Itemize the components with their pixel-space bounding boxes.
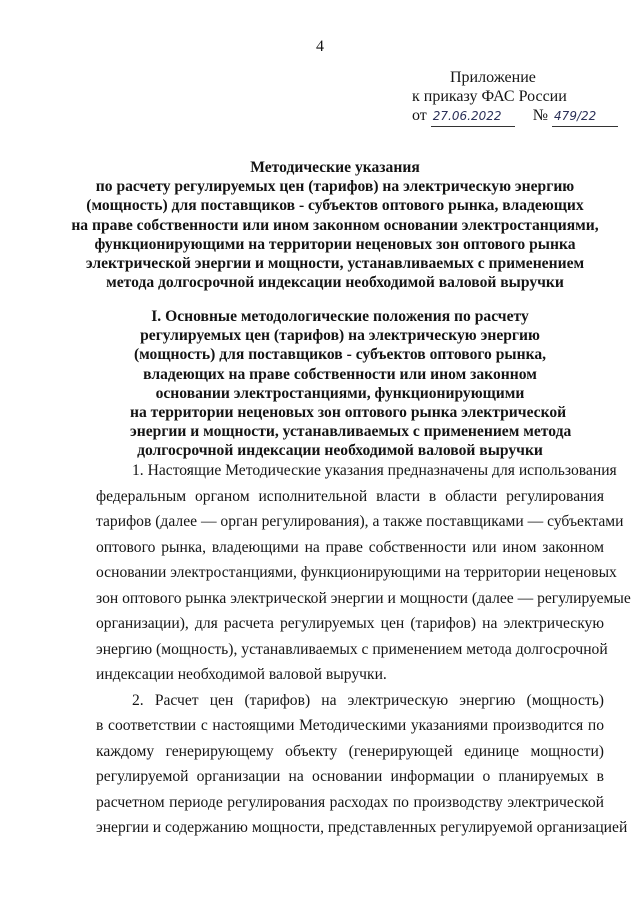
title-line: функционирующими на территории неценовых зон оптового рынка [94,235,576,253]
section-line: основании электростанциями, функционирующими [155,384,525,402]
section-heading [130,307,572,461]
section-line: I. Основные методологические положения по расчету [151,308,529,325]
paragraph-line: каждому генерирующему объекту (генерирующей единице мощности) [96,742,604,760]
title-line: по расчету регулируемых цен (тарифов) на электрическую энергию [95,178,575,196]
appendix-block [400,68,610,127]
appendix-label: Приложение [450,69,536,86]
appendix-order-ref: к приказу ФАС России [412,88,567,105]
title-line: (мощность) для поставщиков - субъектов оптового рынка, владеющих [86,197,584,215]
paragraph-line: федеральным органом исполнительной власти в области регулирования [96,487,604,505]
paragraph-line: регулируемой организации на основании информации о планируемых в [96,768,604,785]
paragraph-line: оптового рынка, владеющими на праве собственности или ином законном [96,538,604,556]
section-line: регулируемых цен (тарифов) на электрическую энергию [140,327,540,345]
paragraph-line: зон оптового рынка электрической энергии и мощности (далее — регулируемые [96,589,631,607]
paragraph-line: организации), для расчета регулируемых цен (тарифов) на электрическую [96,615,604,632]
paragraph-2 [96,688,628,841]
section-line: (мощность) для поставщиков - субъектов оптового рынка, [133,346,547,364]
title-line: метода долгосрочной индексации необходимой валовой выручки [106,274,564,292]
section-line: долгосрочной индексации необходимой валовой выручки [137,442,543,460]
paragraph-line: энергию (мощность), устанавливаемых с применением метода долгосрочной [96,640,608,658]
paragraph-line: 2. Расчет цен (тарифов) на электрическую энергию (мощность) [132,691,604,709]
date-prefix: от [412,107,427,124]
handwritten-date: 27.06.2022 [431,107,515,127]
paragraph-line: 1. Настоящие Методические указания предназначены для использования [132,462,617,479]
section-line: на территории неценовых зон оптового рынка электрической [130,404,567,422]
document-body [96,458,631,841]
section-line: энергии и мощности, устанавливаемых с применением метода [130,423,572,441]
paragraph-line: основании электростанциями, функционирующими на территории неценовых [96,564,617,581]
page-number: 4 [316,38,324,55]
paragraph-line: расчетном периоде регулирования расходах по производству электрической [96,793,604,811]
paragraph-1 [96,458,631,688]
title-line: на праве собственности или ином законном основании электростанциями, [71,216,599,234]
paragraph-line: энергии и содержанию мощности, представленных регулируемой организацией [96,819,628,836]
handwritten-number: 479/22 [552,107,618,127]
section-line: владеющих на праве собственности или ином законном [143,365,537,383]
title-line: Методические указания [250,159,420,176]
document-title [40,158,630,292]
appendix-date-number [400,106,610,127]
paragraph-line: тарифов (далее — орган регулирования), а также поставщиками — субъектами [96,513,624,530]
number-prefix: № [532,107,549,124]
paragraph-line: индексации необходимой валовой выручки. [96,666,387,683]
title-line: электрической энергии и мощности, устанавливаемых с применением [85,255,585,273]
paragraph-line: в соответствии с настоящими Методическими указаниями производится по [96,717,604,734]
